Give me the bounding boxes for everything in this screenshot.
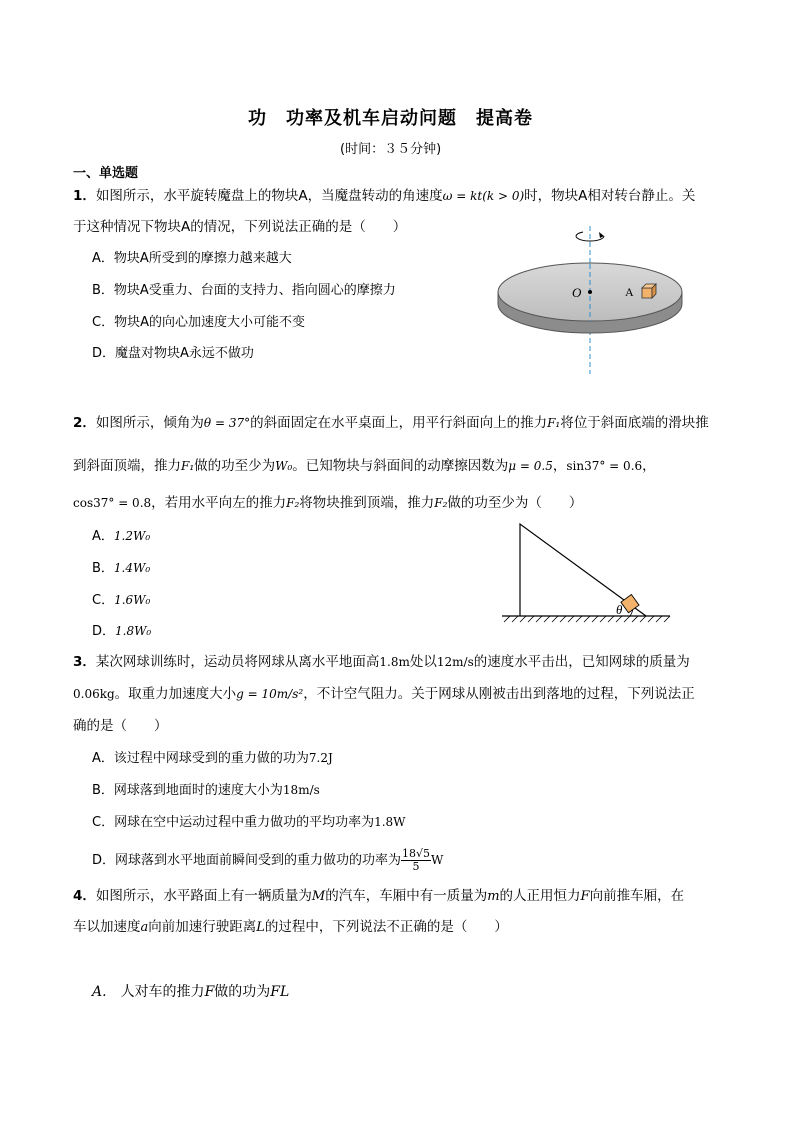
q3-number: 3．	[73, 654, 96, 670]
q2-incline-figure	[498, 518, 673, 628]
q3-option-b[interactable]: B．网球落到地面时的速度大小为18m/s	[92, 783, 320, 798]
label-o: O	[572, 285, 582, 300]
q1-line1	[73, 187, 695, 205]
disk-center-dot	[588, 290, 592, 294]
q3-line1: 3．某次网球训练时，运动员将网球从离水平地面高1.8m处以12m/s的速度水平击出，已知网球的质量为	[73, 654, 690, 670]
q1-option-b[interactable]: B．物块A受重力、台面的支持力、指向圆心的摩擦力	[92, 283, 396, 298]
label-theta: θ	[616, 602, 623, 617]
section-heading: 一、单选题	[73, 166, 139, 181]
q3-line2: 0.06kg。取重力加速度大小g = 10m/s²，不计空气阻力。关于网球从刚被击出到落地的过程，下列说法正	[73, 686, 695, 702]
q1-option-a[interactable]: A．物块A所受到的摩擦力越来越大	[92, 251, 292, 266]
q3-line3: 确的是（ ）	[73, 718, 168, 734]
q4-line2: 车以加速度a向前加速行驶距离L的过程中，下列说法不正确的是（ ）	[73, 919, 508, 935]
q1-text-b: 时，物块A相对转台静止。关	[524, 188, 696, 204]
q4-number: 4．	[73, 888, 96, 904]
q1-text-a: 如图所示，水平旋转魔盘上的物块A，当魔盘转动的角速度	[95, 188, 443, 204]
q4-option-a[interactable]: A. 人对车的推力F做的功为FL	[92, 984, 290, 1000]
label-a: A	[625, 285, 634, 299]
q3-option-a[interactable]: A．该过程中网球受到的重力做的功为7.2J	[92, 751, 333, 766]
q2-option-a[interactable]: A．1.2W₀	[92, 529, 151, 544]
q2-option-c[interactable]: C．1.6W₀	[92, 593, 151, 608]
q2-option-b[interactable]: B．1.4W₀	[92, 561, 151, 576]
q2-line3: cos37° = 0.8，若用水平向左的推力F₂将物块推到顶端，推力F₂做的功至少为（ ）	[73, 495, 583, 511]
ground-hatching	[504, 616, 670, 622]
q1-option-c[interactable]: C．物块A的向心加速度大小可能不变	[92, 315, 305, 330]
q2-line2: 到斜面顶端，推力F₁做的功至少为W₀。已知物块与斜面间的动摩擦因数为μ = 0.5，sin37° = 0.6，	[73, 458, 656, 474]
q1-option-d[interactable]: D．魔盘对物块A永远不做功	[92, 346, 254, 361]
q1-line2: 于这种情况下物块A的情况，下列说法正确的是（ ）	[73, 219, 407, 235]
q1-disk-figure	[490, 224, 700, 376]
q2-line1: 2．如图所示，倾角为θ = 37°的斜面固定在水平桌面上，用平行斜面向上的推力F₁将位于斜面底端的滑块推	[73, 415, 709, 431]
page-subtitle: (时间：３５分钟)	[340, 142, 442, 157]
q2-number: 2．	[73, 415, 96, 431]
block-a	[642, 284, 656, 298]
q1-formula: ω = kt(k > 0)	[442, 189, 525, 203]
q2-angle: θ = 37°	[203, 416, 251, 430]
q3-option-c[interactable]: C．网球在空中运动过程中重力做功的平均功率为1.8W	[92, 815, 406, 830]
q1-number: 1．	[73, 188, 96, 204]
slider-block	[621, 595, 639, 613]
q4-line1: 4．如图所示，水平路面上有一辆质量为M的汽车，车厢中有一质量为m的人正用恒力F向前推车厢，在	[73, 888, 685, 904]
q3-option-d-fraction: $\frac{18√5}{5}$	[402, 847, 431, 873]
q2-option-d[interactable]: D．1.8W₀	[92, 624, 152, 639]
page-title: 功 功率及机车启动问题 提高卷	[248, 108, 533, 129]
q3-option-d[interactable]: D．网球落到水平地面前瞬间受到的重力做功的功率为 $\frac{18√5}{5}$ W	[92, 847, 444, 873]
